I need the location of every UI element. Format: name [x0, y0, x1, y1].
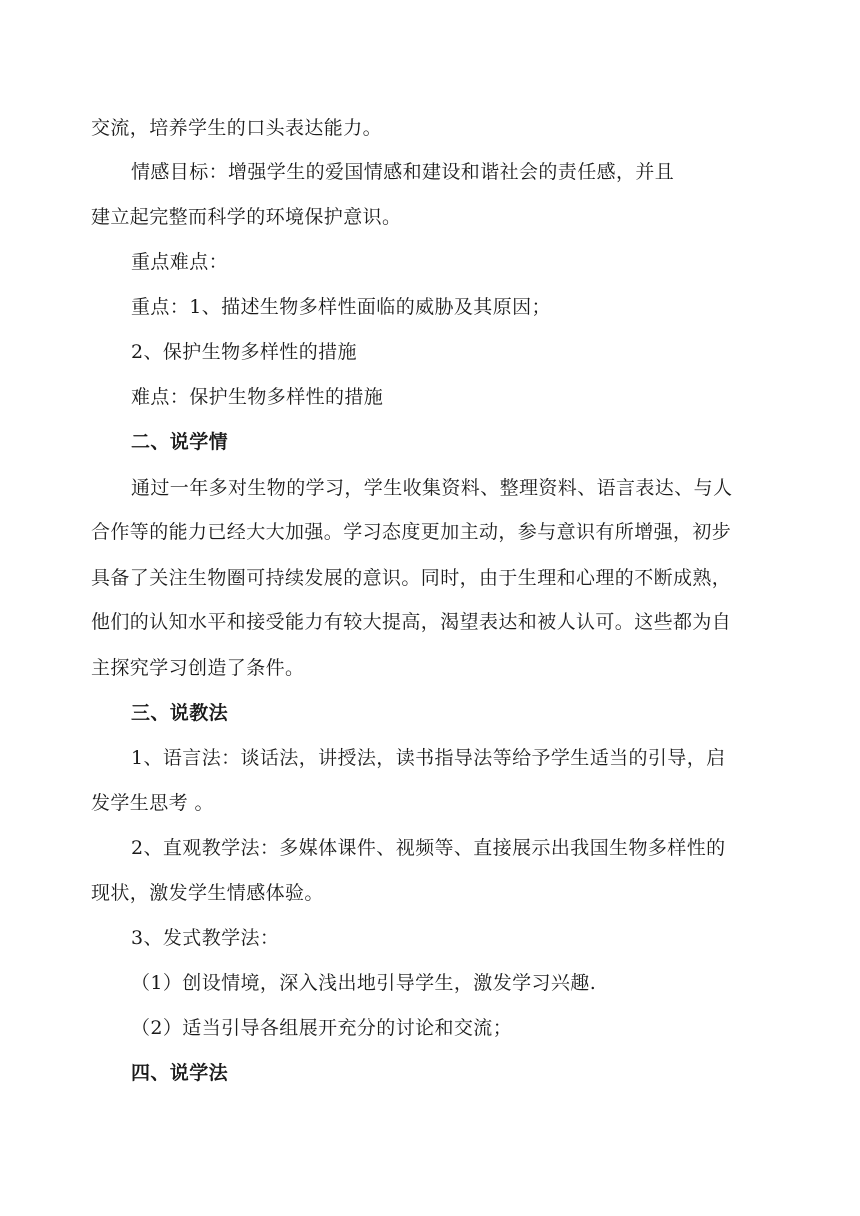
text-line: 他们的认知水平和接受能力有较大提高，渴望表达和被人认可。这些都为自: [91, 611, 732, 633]
section-heading: 二、说学情: [131, 431, 229, 453]
text-line: 交流，培养学生的口头表达能力。: [91, 117, 383, 139]
text-line: 具备了关注生物圈可持续发展的意识。同时，由于生理和心理的不断成熟，: [91, 567, 732, 589]
text-line: 通过一年多对生物的学习，学生收集资料、整理资料、语言表达、与人: [131, 477, 733, 499]
text-line: 情感目标：增强学生的爱国情感和建设和谐社会的责任感，并且: [131, 161, 675, 183]
text-line: 难点：保护生物多样性的措施: [131, 386, 384, 408]
text-line: 2、直观教学法：多媒体课件、视频等、直接展示出我国生物多样性的: [131, 837, 726, 859]
text-line: 2、保护生物多样性的措施: [131, 341, 357, 363]
section-heading: 四、说学法: [131, 1062, 229, 1084]
text-line: 3、发式教学法：: [131, 927, 280, 949]
text-line: 合作等的能力已经大大加强。学习态度更加主动，参与意识有所增强，初步: [91, 521, 732, 543]
text-line: 1、语言法：谈话法，讲授法，读书指导法等给予学生适当的引导，启: [131, 747, 726, 769]
text-line: 重点难点：: [131, 251, 229, 273]
text-line: 现状，激发学生情感体验。: [91, 882, 324, 904]
text-line: 建立起完整而科学的环境保护意识。: [91, 206, 402, 228]
text-line: 重点：1、描述生物多样性面临的威胁及其原因；: [131, 296, 551, 318]
text-line: （2）适当引导各组展开充分的讨论和交流；: [131, 1017, 513, 1039]
section-heading: 三、说教法: [131, 702, 229, 724]
text-line: 主探究学习创造了条件。: [91, 657, 305, 679]
text-line: （1）创设情境，深入浅出地引导学生，激发学习兴趣.: [131, 972, 597, 994]
text-line: 发学生思考 。: [91, 792, 214, 814]
